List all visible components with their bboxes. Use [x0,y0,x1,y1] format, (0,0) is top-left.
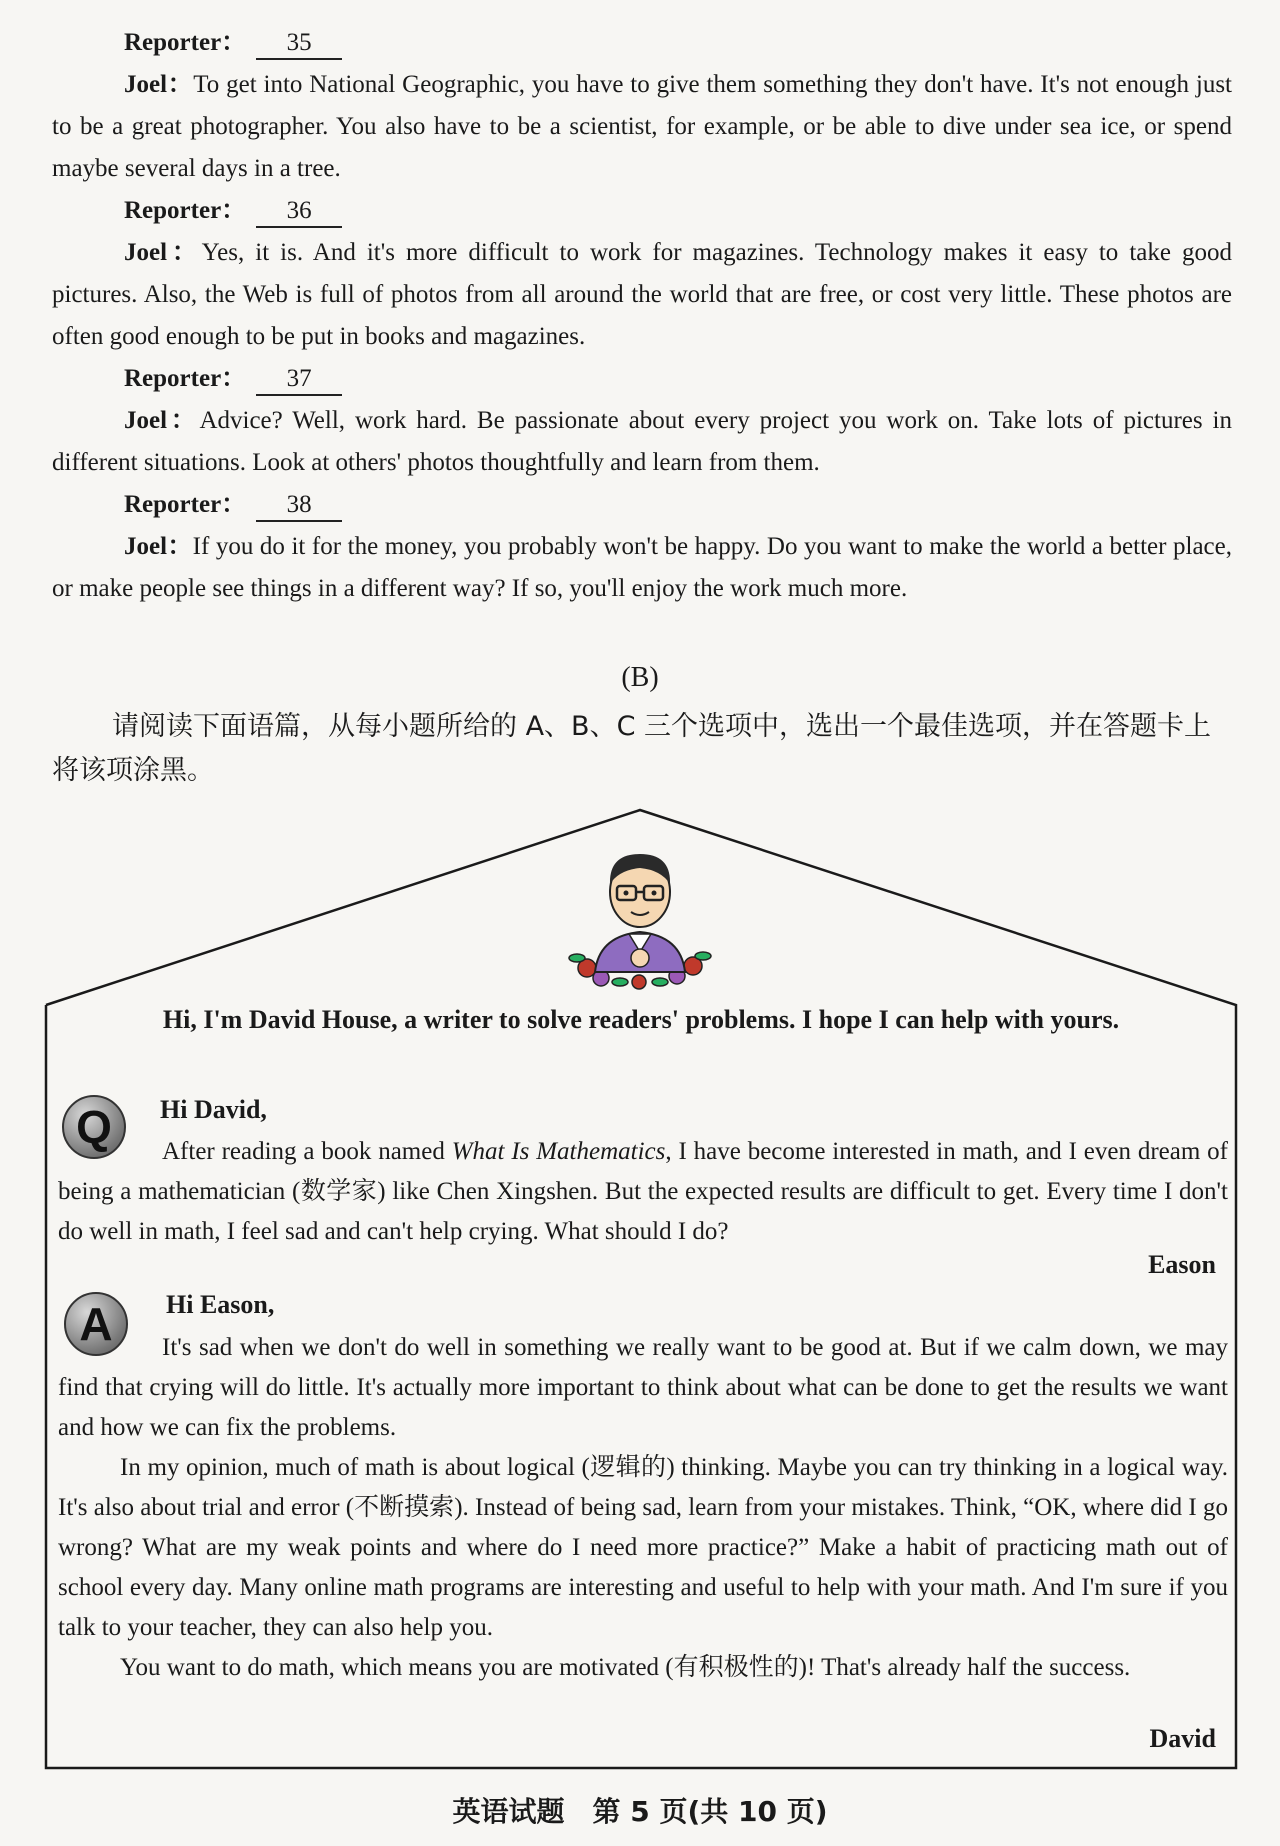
speaker-label: Reporter： [124,29,247,56]
speaker-label: Reporter： [124,491,247,518]
answer-badge-icon: A [64,1292,128,1356]
speaker-label: Joel： [124,71,194,98]
answer-text: If you do it for the money, you probably won't be happy. Do you want to make the world a better place, or make people see things in a different way? If so, you'll enjoy the work much more. [52,533,1232,602]
speaker-label: Joel： [124,239,202,266]
question-text-start: After reading a book named [162,1138,452,1165]
question-greeting: Hi David, [160,1095,267,1124]
book-title: What Is Mathematics [451,1138,666,1165]
answer-paragraph: It's sad when we don't do well in something we really want to be good at. But if we calm down, we may find that crying will do little. It's actually more important to think about what can be done to get the results we want and how we can fix the problems. [58,1334,1228,1441]
writer-avatar [565,840,715,990]
answer-text: Advice? Well, work hard. Be passionate about every project you work on. Take lots of pictures in different situations. Look at others' photos thoughtfully and learn from them. [52,407,1233,476]
answer-text: To get into National Geographic, you have to give them something they don't have. It's not enough just to be a great photographer. You also have to be a scientist, for example, or be able to dive under sea ice, or spend maybe several days in a tree. [52,71,1233,182]
answer-blank-37: 37 [256,364,342,396]
section-instruction: 请阅读下面语篇，从每小题所给的 A、B、C 三个选项中，选出一个最佳选项，并在答题卡上将该项涂黑。 [52,711,1212,786]
answer-signature: David [1149,1724,1216,1753]
page-footer: 英语试题 第 5 页(共 10 页) [452,1795,828,1828]
question-text-end: , I have become interested in math, and I even dream of being a mathematician (数学家) like Chen Xingshen. But the expected results are difficult to get. Every time I don't do well in math, I feel sad and can't help crying. What should I do? [58,1138,1228,1245]
speaker-label: Reporter： [124,365,247,392]
answer-greeting: Hi Eason, [166,1290,275,1319]
answer-blank-35: 35 [256,28,342,60]
question-letter [58,1132,1228,1252]
answer-text: Yes, it is. And it's more difficult to work for magazines. Technology makes it easy to take good pictures. Also, the Web is full of photos from all around the world that are free, or cost very little. These photos are often good enough to be put in books and magazines. [52,239,1232,350]
section-heading: (B) [621,662,659,693]
answer-letter [58,1328,1228,1688]
speaker-label: Reporter： [124,197,247,224]
answer-paragraph: In my opinion, much of math is about logical (逻辑的) thinking. Maybe you can try thinking in a logical way. It's also about trial and error (不断摸索). Instead of being sad, learn from your mistakes. Think, “OK, where did I go wrong? What are my weak points and where do I need more practice?” Make a habit of practicing math out of school every day. Many online math programs are interesting and useful to help with your math. And I'm sure if you talk to your teacher, they can also help you. [58,1454,1228,1641]
writer-intro: Hi, I'm David House, a writer to solve readers' problems. I hope I can help with yours. [162,1005,1120,1034]
answer-blank-36: 36 [256,196,342,228]
speaker-label: Joel： [124,533,193,560]
question-badge-icon: Q [62,1095,126,1159]
question-signature: Eason [1148,1250,1216,1279]
answer-paragraph: You want to do math, which means you are motivated (有积极性的)! That's already half the success. [120,1654,1131,1681]
speaker-label: Joel： [124,407,200,434]
question-body [58,1132,1228,1252]
answer-blank-38: 38 [256,490,342,522]
